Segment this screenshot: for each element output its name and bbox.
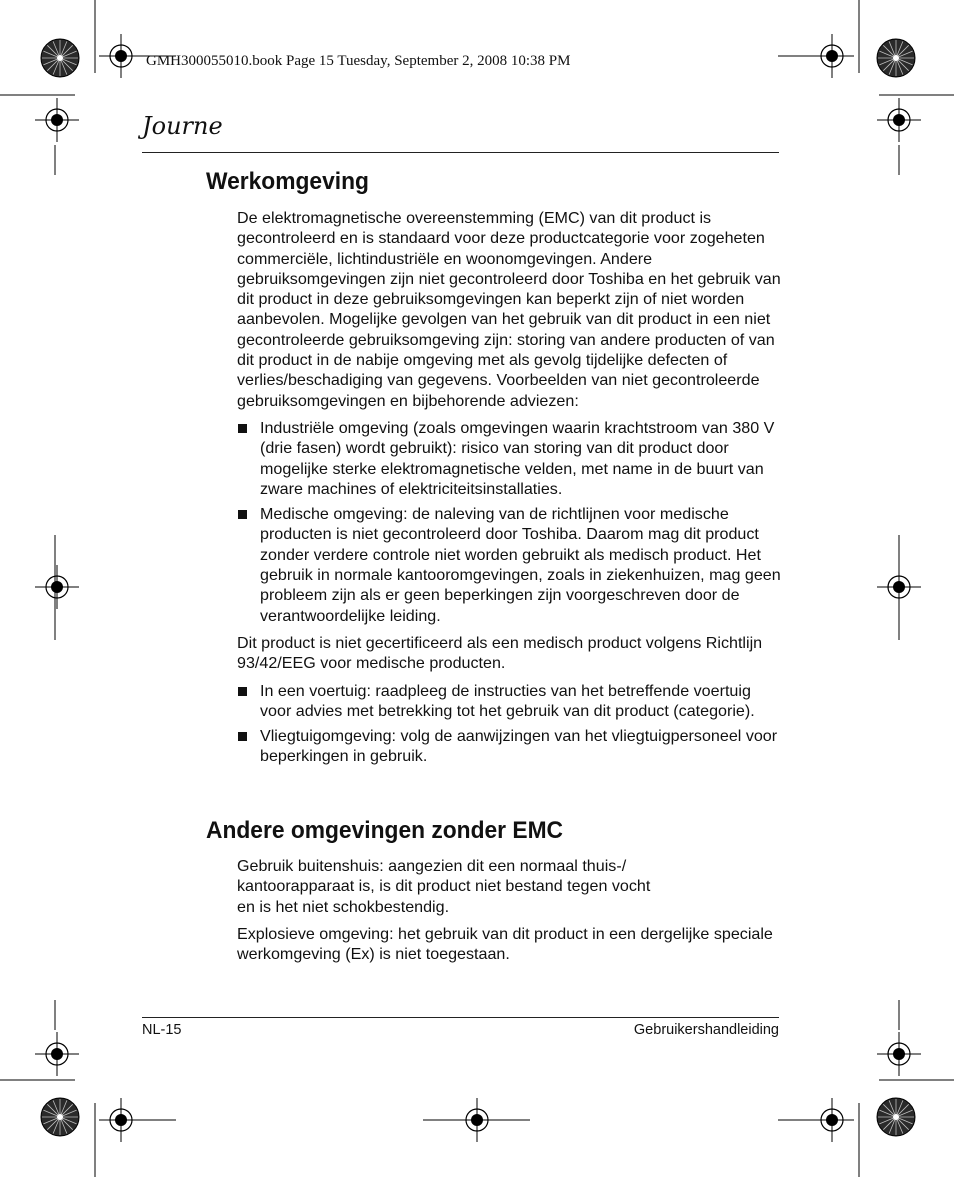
color-star-mark-bottom-right [877, 1098, 915, 1136]
outdoor-use-paragraph: Gebruik buitenshuis: aangezien dit een normaal thuis-/ kantoorapparaat is, is dit product niet bestand tegen vocht en is het niet schokbestendig. [237, 857, 651, 916]
color-star-mark-top-right [877, 39, 915, 77]
square-bullet-icon [238, 732, 247, 741]
print-info-line: GMH300055010.book Page 15 Tuesday, September 2, 2008 10:38 PM [146, 53, 571, 69]
section-heading-andere-omgevingen: Andere omgevingen zonder EMC [206, 817, 564, 844]
intro-paragraph: De elektromagnetische overeenstemming (EMC) van dit product is gecontroleerd en is standaard voor deze productcategorie voor zogeheten commerciële, lichtindustriële en woonomgevingen. Andere gebruiksomgevingen zijn niet gecontroleerd door Toshiba en het gebruik van dit product in deze gebruiksomgevingen kan beperkt zijn of niet worden aanbevolen. Mogelijke gevolgen van het gebruik van dit product in een niet gecontroleerde gebruiksomgeving zijn: storing van andere producten of van dit product in de nabije omgeving met als gevolg tijdelijke defecten of verlies/beschadiging van gegevens. Voorbeelden van niet gecontroleerde gebruiksomgevingen en bijbehorende adviezen: [237, 209, 781, 410]
square-bullet-icon [238, 687, 247, 696]
header-rule [142, 152, 779, 153]
section-body-andere-omgevingen [237, 856, 782, 971]
certification-paragraph: Dit product is niet gecertificeerd als een medisch product volgens Richtlijn 93/42/EEG voor medische producten. [237, 633, 763, 673]
bullet-list-a [237, 418, 782, 626]
manual-title: Gebruikershandleiding [633, 1022, 779, 1038]
list-item: Vliegtuigomgeving: volg de aanwijzingen van het vliegtuigpersoneel voor beperkingen in gebruik. [237, 726, 782, 767]
list-item: Industriële omgeving (zoals omgevingen waarin krachtstroom van 380 V (drie fasen) wordt gebruikt): risico van storing van dit product door mogelijke sterke elektromagnetische velden, met name in de buurt van zware machines of elektriciteitsinstallaties. [237, 418, 782, 499]
color-star-mark-top-left [41, 39, 79, 77]
color-star-mark-bottom-left [41, 1098, 79, 1136]
page-number: NL-15 [142, 1022, 182, 1038]
explosive-environment-paragraph: Explosieve omgeving: het gebruik van dit product in een dergelijke speciale werkomgeving (Ex) is niet toegestaan. [237, 924, 773, 964]
list-item: Medische omgeving: de naleving van de richtlijnen voor medische producten is niet gecontroleerd door Toshiba. Daarom mag dit product zonder verdere controle niet worden gebruikt als medisch product. Het gebruik in normale kantooromgevingen, zoals in ziekenhuizen, mag geen probleem zijn als er geen beperkingen zijn voorgeschreven door de verantwoordelijke leiding. [237, 504, 782, 626]
journe-logo: Journe [142, 112, 223, 140]
section-body-werkomgeving [237, 208, 782, 774]
bullet-list-b [237, 681, 782, 767]
section-heading-werkomgeving: Werkomgeving [206, 168, 369, 195]
square-bullet-icon [238, 510, 247, 519]
square-bullet-icon [238, 424, 247, 433]
footer-rule [142, 1017, 779, 1018]
list-item: In een voertuig: raadpleeg de instructies van het betreffende voertuig voor advies met betrekking tot het gebruik van dit product (categorie). [237, 681, 782, 722]
